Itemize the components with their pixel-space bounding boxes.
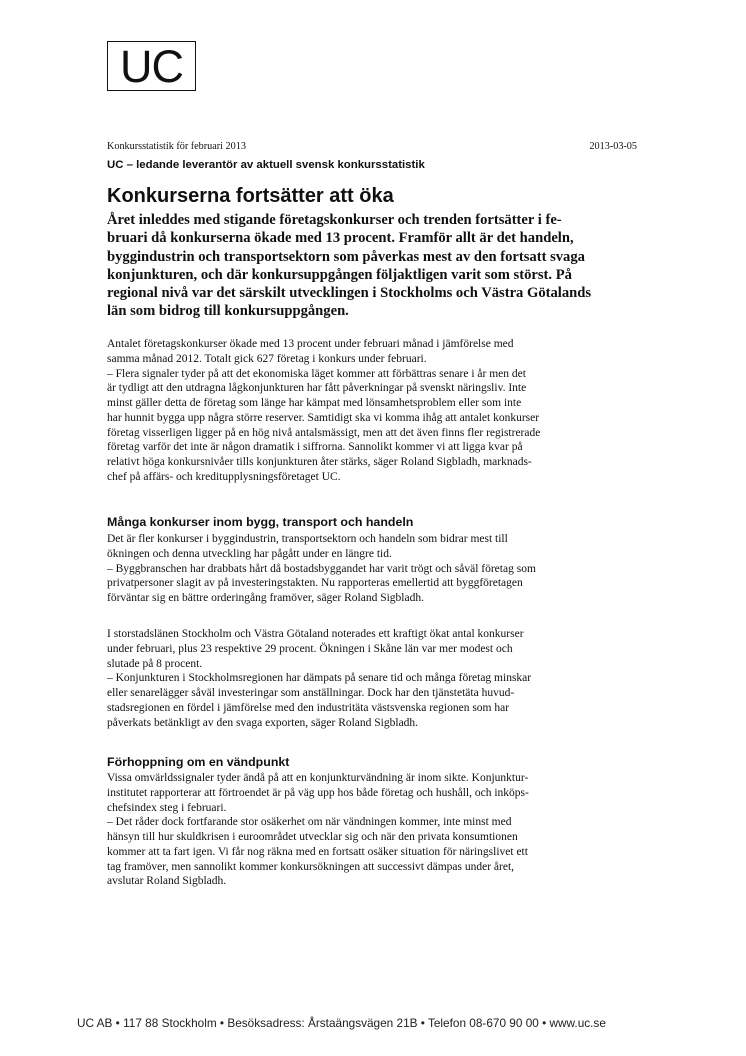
body-line: chefsindex steg i februari. [107,801,227,814]
report-date: 2013-03-05 [589,141,637,152]
footer-contact: UC AB • 117 88 Stockholm • Besöksadress: Årstaängsvägen 21B • Telefon 08-670 90 00 • www.uc.se [77,1016,606,1030]
page-title: Konkurserna fortsätter att öka [107,185,394,207]
body-line: Det är fler konkurser i byggindustrin, transportsektorn och handeln som bidrar mest till [107,533,508,545]
tagline: UC – ledande leverantör av aktuell svensk konkursstatistik [107,159,425,171]
section-heading-turning-point: Förhoppning om en vändpunkt [107,755,290,769]
body-line: relativt höga konkursnivåer tills konjunkturen åter stärks, säger Roland Sigbladh, marknads- [107,456,532,468]
intro-paragraph [107,337,540,485]
ingress-line: Året inleddes med stigande företagskonkurser och trenden fortsätter i fe- [107,212,562,228]
body-line: Vissa omvärldssignaler tyder ändå på att en konjunkturvändning är inom sikte. Konjunktur- [107,772,529,784]
body-line: minst gäller detta de företag som länge har kämpat med lönsamhetsproblem eller som inte [107,397,522,409]
document-meta [107,141,637,153]
body-line: eller senarelägger såväl investeringar som anställningar. Dock har den tjänstetäta huvud- [107,687,515,699]
body-line: – Byggbranschen har drabbats hårt då bostadsbyggandet har varit trögt och såväl företag som [107,562,536,575]
report-label: Konkursstatistik för februari 2013 [107,141,246,152]
body-line: stadsregionen en fördel i jämförelse med den industritäta västsvenska regionen som har [107,701,510,714]
body-line: kommer att ta fart igen. Vi får nog räkna med en fortsatt osäker situation för näringslivet ett [107,845,528,858]
body-line: hänsyn till hur skuldkrisen i euroområdet utvecklar sig och när den privata konsumtionen [107,831,518,843]
body-line: – Flera signaler tyder på att det ekonomiska läget kommer att förbättras senare i år men det [107,367,526,380]
ingress-line: byggindustrin och transportsektorn som påverkas mest av den fortsatt svaga [107,248,585,265]
body-line: samma månad 2012. Totalt gick 627 företag i konkurs under februari. [107,352,427,365]
turning-point-paragraph [107,771,529,889]
body-line: företag varför det inte är någon dramatik i siffrorna. Sannolikt kommer vi att ligga kvar på [107,441,523,454]
body-line: slutade på 8 procent. [107,657,203,670]
regional-paragraph [107,627,531,730]
body-line: under februari, plus 23 respektive 29 procent. Ökningen i Skåne län var mer modest och [107,642,513,655]
ingress-line: konjunkturen, och där konkursuppgången följaktligen varit som störst. På [107,266,572,283]
body-line: tag framöver, men sannolikt kommer konkursökningen att successivt dämpas under året, [107,860,515,873]
body-line: I storstadslänen Stockholm och Västra Götaland noterades ett kraftigt ökat antal konkurser [107,628,524,640]
body-line: påverkats betänkligt av den svaga exporten, säger Roland Sigbladh. [107,716,419,729]
section-heading-construction: Många konkurser inom bygg, transport och handeln [107,515,414,529]
body-line: avslutar Roland Sigbladh. [107,875,227,888]
ingress [107,211,591,321]
ingress-line: län som bidrog till konkursuppgången. [107,303,349,320]
construction-paragraph [107,532,536,606]
body-line: chef på affärs- och kreditupplysningsföretaget UC. [107,470,341,483]
body-line: institutet rapporterar att förtroendet är på väg upp hos både företag och hushåll, och inköps- [107,786,529,799]
ingress-line: bruari då konkurserna ökade med 13 procent. Framför allt är det handeln, [107,230,574,247]
body-line: privatpersoner slagit av på investeringstakten. Nu rapporteras emellertid att byggföretagen [107,577,523,590]
body-line: har hunnit bygga upp några större reserver. Samtidigt ska vi komma ihåg att antalet konkurser [107,411,540,424]
uc-logo: UC [107,41,196,91]
body-line: ökningen och denna utveckling har pågått under en längre tid. [107,547,392,560]
body-line: – Det råder dock fortfarande stor osäkerhet om när vändningen kommer, inte minst med [107,816,512,829]
ingress-line: regional nivå var det särskilt utvecklingen i Stockholms och Västra Götalands [107,285,592,302]
body-line: Antalet företagskonkurser ökade med 13 procent under februari månad i jämförelse med [107,338,514,350]
body-line: är tydligt att den utdragna lågkonjunkturen har fått påverkningar på svenskt näringsliv. Inte [107,382,527,395]
body-line: – Konjunkturen i Stockholmsregionen har dämpats på senare tid och många företag minskar [107,672,532,685]
body-line: företag visserligen ligger på en hög nivå antalsmässigt, men att det även finns fler registrerade [107,426,541,439]
body-line: förväntar sig en bättre orderingång framöver, säger Roland Sigbladh. [107,592,424,604]
